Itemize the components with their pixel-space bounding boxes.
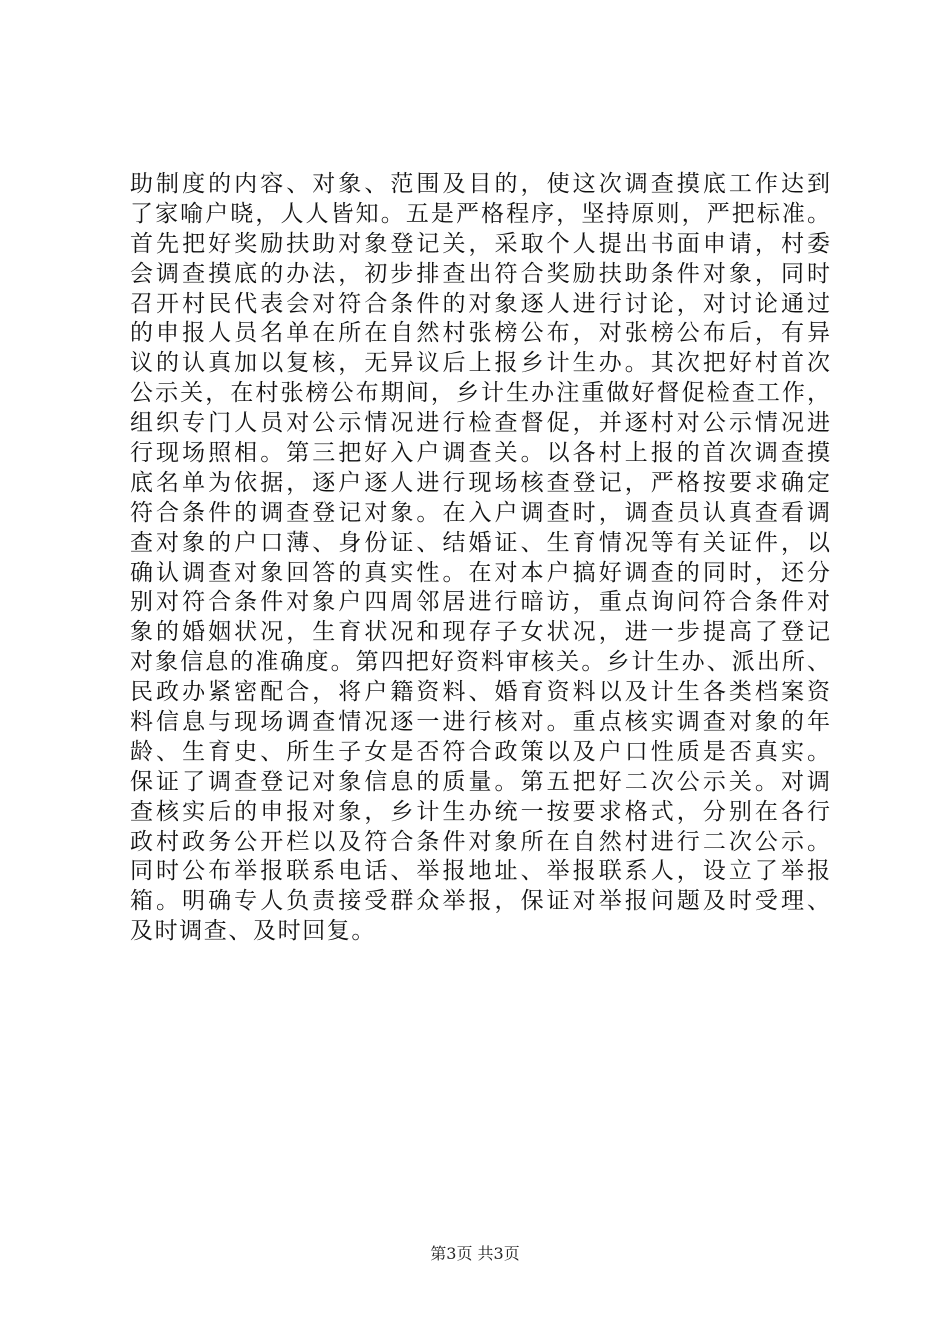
- text-line: 龄、生育史、所生子女是否符合政策以及户口性质是否真实。: [130, 738, 830, 765]
- text-line: 首先把好奖励扶助对象登记关，采取个人提出书面申请，村委: [130, 230, 830, 257]
- text-line: 箱。明确专人负责接受群众举报，保证对举报问题及时受理、: [130, 888, 830, 915]
- text-line: 确认调查对象回答的真实性。在对本户搞好调查的同时，还分: [130, 559, 830, 586]
- text-line: 料信息与现场调查情况逐一进行核对。重点核实调查对象的年: [130, 709, 830, 736]
- text-line: 行现场照相。第三把好入户调查关。以各村上报的首次调查摸: [130, 440, 830, 467]
- page-number-footer: 第3页 共3页: [430, 1244, 520, 1263]
- text-line: 政村政务公开栏以及符合条件对象所在自然村进行二次公示。: [130, 828, 830, 855]
- text-line: 保证了调查登记对象信息的质量。第五把好二次公示关。对调: [130, 768, 830, 795]
- text-line: 的申报人员名单在所在自然村张榜公布，对张榜公布后，有异: [130, 320, 830, 347]
- text-line: 底名单为依据，逐户逐人进行现场核查登记，严格按要求确定: [130, 469, 830, 496]
- text-line: 象的婚姻状况，生育状况和现存子女状况，进一步提高了登记: [130, 619, 830, 646]
- text-line: 符合条件的调查登记对象。在入户调查时，调查员认真查看调: [130, 499, 830, 526]
- text-line: 同时公布举报联系电话、举报地址、举报联系人，设立了举报: [130, 858, 830, 885]
- text-line: 了家喻户晓，人人皆知。五是严格程序，坚持原则，严把标准。: [130, 200, 830, 227]
- text-line: 及时调查、及时回复。: [130, 918, 376, 945]
- body-paragraph: [130, 170, 830, 947]
- text-line: 别对符合条件对象户四周邻居进行暗访，重点询问符合条件对: [130, 589, 830, 616]
- text-line: 议的认真加以复核，无异议后上报乡计生办。其次把好村首次: [130, 350, 830, 377]
- text-line: 查对象的户口薄、身份证、结婚证、生育情况等有关证件，以: [130, 529, 830, 556]
- text-line: 查核实后的申报对象，乡计生办统一按要求格式，分别在各行: [130, 798, 830, 825]
- text-line: 公示关，在村张榜公布期间，乡计生办注重做好督促检查工作，: [130, 380, 830, 407]
- text-line: 民政办紧密配合，将户籍资料、婚育资料以及计生各类档案资: [130, 679, 830, 706]
- text-line: 助制度的内容、对象、范围及目的，使这次调查摸底工作达到: [130, 171, 830, 197]
- text-line: 组织专门人员对公示情况进行检查督促，并逐村对公示情况进: [130, 410, 830, 437]
- text-line: 会调查摸底的办法，初步排查出符合奖励扶助条件对象，同时: [130, 260, 830, 287]
- text-line: 召开村民代表会对符合条件的对象逐人进行讨论，对讨论通过: [130, 290, 830, 317]
- text-line: 对象信息的准确度。第四把好资料审核关。乡计生办、派出所、: [130, 649, 830, 676]
